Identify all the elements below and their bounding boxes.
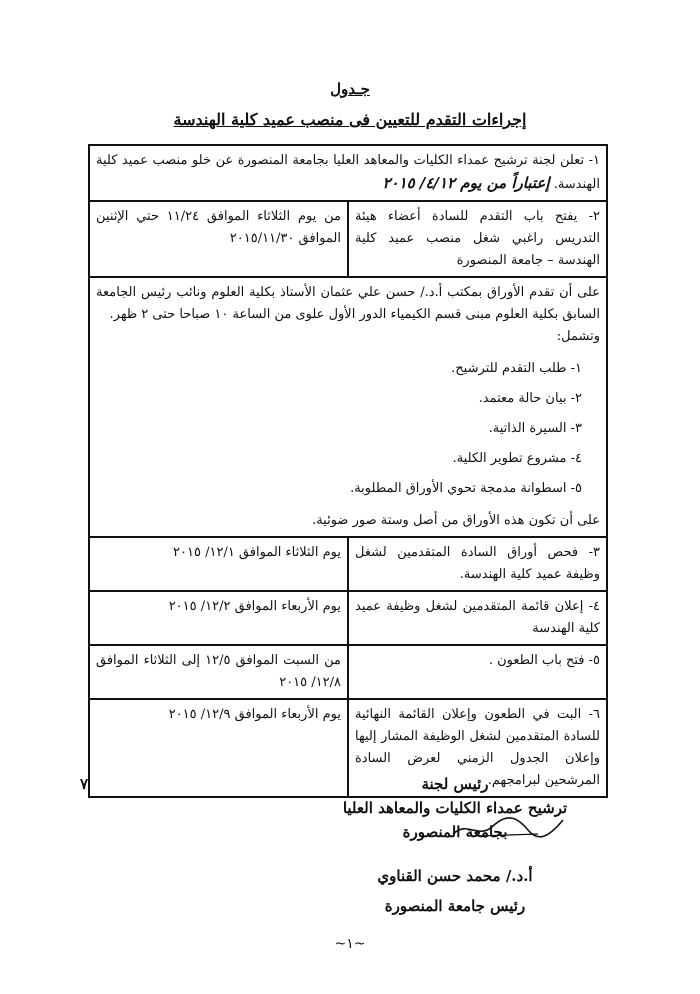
row-2-date: من يوم الثلاثاء الموافق ١١/٢٤ حتي الإثنين الموافق ٢٠١٥/١١/٣٠ <box>89 201 348 277</box>
row-3-date: يوم الثلاثاء الموافق ١٢/١/ ٢٠١٥ <box>89 537 348 591</box>
includes-label: وتشمل: <box>556 329 600 344</box>
document-subtitle: إجراءات التقدم للتعيين فى منصب عميد كلية الهندسة <box>173 110 527 129</box>
signature-line-3: بجامعة المنصورة <box>402 823 508 841</box>
list-item: ٣- السيرة الذاتية. <box>488 421 582 436</box>
signature-block <box>290 772 620 918</box>
handwritten-date-note: إعتباراً من يوم ٤/١٢/ ٢٠١٥ <box>382 174 550 192</box>
signature-line-2: ترشيح عمداء الكليات والمعاهد العليا <box>342 799 568 817</box>
required-documents-list <box>96 354 582 504</box>
page-number: ~١~ <box>334 936 366 952</box>
table-row <box>89 201 607 277</box>
row-4-step: ٤- إعلان قائمة المتقدمين لشغل وظيفة عميد كلية الهندسة <box>348 591 607 645</box>
copies-note: على أن تكون هذه الأوراق من أصل وستة صور ضوئية. <box>312 513 600 528</box>
row-5-date: من السبت الموافق ١٢/٥ إلى الثلاثاء الموافق ١٢/٨/ ٢٠١٥ <box>89 645 348 699</box>
table-row <box>89 145 607 201</box>
row-2-step: ٢- يفتح باب التقدم للسادة أعضاء هيئة التدريس راغبي شغل منصب عميد كلية الهندسة – جامعة المنصورة <box>348 201 607 277</box>
signature-line-1: رئيس لجنة <box>421 775 489 793</box>
row-6-step: ٦- البت في الطعون وإعلان القائمة النهائية للسادة المتقدمين لشغل الوظيفة المشار إليها وإعلان الجدول الزمني لعرض السادة المرشحين لبرامجهم. <box>348 699 607 797</box>
row-6-date: يوم الأربعاء الموافق ١٢/٩/ ٢٠١٥ <box>89 699 348 797</box>
signature-title: رئيس جامعة المنصورة <box>384 897 526 915</box>
submission-details-cell <box>89 277 607 537</box>
table-row <box>89 591 607 645</box>
page-item-number: ٧ <box>80 775 89 793</box>
document-title: جـدول <box>330 80 370 98</box>
row-5-step: ٥- فتح باب الطعون . <box>348 645 607 699</box>
list-item: ٤- مشروع تطوير الكلية. <box>452 451 582 466</box>
signature-name: أ.د./ محمد حسن القناوي <box>377 867 533 885</box>
procedures-table <box>88 144 608 798</box>
submission-intro: على أن تقدم الأوراق بمكتب أ.د./ حسن علي عثمان الأستاذ بكلية العلوم ونائب رئيس الجامعة السابق بكلية العلوم مبنى قسم الكيمياء الدور الأول علوى من الساعة ١٠ صباحا حتى ٢ ظهر. <box>96 285 600 322</box>
list-item: ٥- اسطوانة مدمجة تحوي الأوراق المطلوبة. <box>350 481 582 496</box>
row-1-text: ١- تعلن لجنة ترشيح عمداء الكليات والمعاهد العليا بجامعة المنصورة عن خلو منصب عميد كلية الهندسة. <box>96 153 600 192</box>
list-item: ١- طلب التقدم للترشيح. <box>451 361 582 376</box>
row-3-step: ٣- فحص أوراق السادة المتقدمين لشغل وظيفة عميد كلية الهندسة. <box>348 537 607 591</box>
row-4-date: يوم الأربعاء الموافق ١٢/٢/ ٢٠١٥ <box>89 591 348 645</box>
table-row <box>89 645 607 699</box>
handwritten-signature <box>448 812 568 842</box>
row-1-cell <box>89 145 607 201</box>
table-row <box>89 537 607 591</box>
table-row <box>89 277 607 537</box>
list-item: ٢- بيان حالة معتمد. <box>478 391 582 406</box>
